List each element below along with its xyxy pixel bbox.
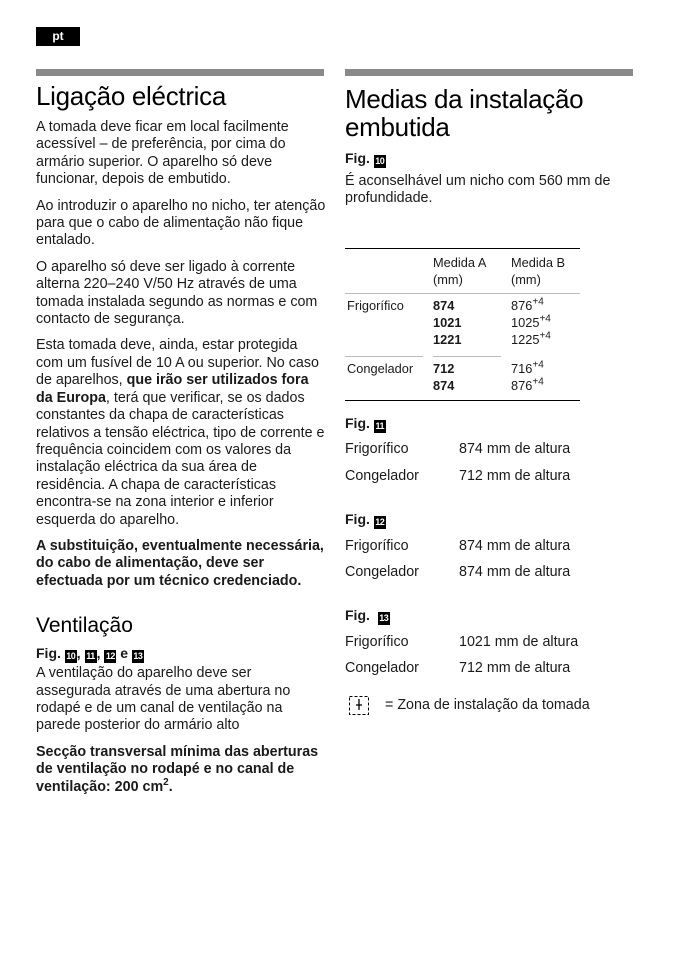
dimension-table (345, 248, 580, 401)
table-divider (345, 293, 580, 294)
fig-number-icon: 13 (379, 613, 389, 623)
fig-sep: e (120, 645, 129, 662)
fig-prefix: Fig. (345, 150, 370, 166)
fig-11-ref (345, 415, 386, 433)
col-a-unit: (mm) (433, 272, 463, 287)
col-a-label: Medida A (433, 255, 487, 270)
row-divider-2 (433, 356, 501, 357)
fig-number-icon: 10 (375, 156, 385, 166)
socket-zone-icon (348, 695, 372, 717)
tolerance: +4 (532, 359, 544, 371)
fig-11-fridge-label: Frigorífico (345, 441, 409, 457)
col-b-label: Medida B (511, 255, 566, 270)
fig-13-freezer-label: Congelador (345, 660, 419, 676)
row-divider-1 (345, 356, 423, 357)
row-congelador-label: Congelador (347, 361, 414, 376)
ventilation-fig-ref (36, 645, 326, 663)
col-b-unit: (mm) (511, 272, 541, 287)
electrical-paragraph-1: A tomada deve ficar em local facilmente acessível – de preferência, por cima do armário superior. O aparelho só deve funcionar, depois de embutido. (36, 119, 289, 188)
row-frigorifico-label: Frigorífico (347, 298, 404, 313)
fig-10-ref (345, 150, 635, 168)
niche-text: É aconselhável um nicho com 560 mm de profundidade. (345, 173, 611, 207)
cell-value: 876 (511, 298, 533, 313)
installation-title (345, 85, 635, 141)
section-note-sup: 2 (163, 776, 169, 788)
fig-number-icon: 10 (66, 651, 76, 662)
row-congelador-a (433, 360, 454, 394)
fig-prefix: Fig. (345, 607, 370, 623)
tolerance: +4 (532, 376, 544, 388)
fig-11-freezer-value: 712 mm de altura (459, 468, 571, 484)
fig-number-icon: 13 (133, 651, 143, 662)
installation-title-line2: embutida (345, 112, 450, 142)
fig-prefix: Fig. (345, 415, 370, 431)
cell-value: 716 (511, 361, 533, 376)
fig-prefix: Fig. (36, 645, 61, 662)
fig-12-ref (345, 511, 386, 529)
section-rule-left (36, 69, 324, 76)
electrical-paragraph-3: O aparelho só deve ser ligado à corrente alterna 220–240 V/50 Hz através de uma tomada instalada segundo as normas e com contacto de segurança. (36, 258, 318, 328)
fig-number-icon: 12 (105, 651, 115, 662)
section-rule-right (345, 69, 633, 76)
electrical-section (36, 82, 326, 796)
tolerance: +4 (539, 330, 551, 342)
fig-12-fridge-label: Frigorífico (345, 538, 409, 554)
p4-text-b: , terá que verificar, se os dados constantes da chapa de características relativos a tensão eléctrica, tipo de corrente e frequência coincidem com os valores da instalação eléctrica da sua área de residência. A chapa de características encontra-se na zona interior e inferior esquerda do aparelho. (36, 389, 325, 528)
cell-value: 1225 (511, 332, 540, 347)
cell-value: 876 (511, 378, 533, 393)
electrical-paragraph-2: Ao introduzir o aparelho no nicho, ter atenção para que o cabo de alimentação não fique entalado. (36, 197, 326, 249)
cell-value: 1021 (433, 315, 462, 330)
fig-12-freezer-label: Congelador (345, 564, 419, 580)
electrical-title: Ligação eléctrica (36, 81, 227, 111)
col-a-header (433, 254, 486, 288)
cell-value: 712 (433, 361, 455, 376)
fig-12-fridge-value: 874 mm de altura (459, 538, 571, 554)
fig-number-icon: 11 (375, 421, 385, 431)
fig-prefix: Fig. (345, 511, 370, 527)
p4-text-a: Esta tomada deve, ainda, estar protegida com um fusível de 10 A ou superior. No caso de aparelhos, (36, 337, 319, 389)
ventilation-paragraph: A ventilação do aparelho deve ser assegurada através de uma abertura no rodapé e de um canal de ventilação na parede posterior do armário alto (36, 665, 291, 734)
cell-value: 874 (433, 298, 455, 313)
language-tag: pt (36, 27, 80, 46)
row-frigorifico-a (433, 297, 461, 348)
fig-sep: , (76, 645, 81, 662)
installation-title-line1: Medias da instalação (345, 84, 584, 114)
electrical-paragraph-4 (36, 337, 326, 528)
cell-value: 1221 (433, 332, 462, 347)
installation-section (345, 85, 635, 208)
cell-value: 1025 (511, 315, 540, 330)
ventilation-section-note (36, 744, 326, 796)
ventilation-title: Ventilação (36, 614, 133, 638)
fig-sep: , (96, 645, 101, 662)
socket-zone-legend: = Zona de instalação da tomada (385, 697, 590, 713)
section-note-end: . (168, 778, 173, 795)
fig-11-fridge-value: 874 mm de altura (459, 441, 571, 457)
fig-13-ref (345, 607, 390, 625)
tolerance: +4 (539, 313, 551, 325)
section-note-text: Secção transversal mínima das aberturas de ventilação no rodapé e no canal de ventilação: 200 cm (36, 743, 319, 795)
col-b-header (511, 254, 565, 288)
row-frigorifico-b (511, 297, 551, 348)
fig-13-fridge-value: 1021 mm de altura (459, 634, 579, 650)
fig-13-freezer-value: 712 mm de altura (459, 660, 571, 676)
electrical-warning: A substituição, eventualmente necessária, do cabo de alimentação, deve ser efectuada por um técnico credenciado. (36, 537, 324, 589)
cell-value: 874 (433, 378, 455, 393)
tolerance: +4 (532, 296, 544, 308)
p4-text-bold: que irão ser utilizados fora da Europa (36, 372, 309, 406)
fig-12-freezer-value: 874 mm de altura (459, 564, 571, 580)
row-congelador-b (511, 360, 544, 394)
fig-number-icon: 12 (375, 517, 385, 527)
fig-13-fridge-label: Frigorífico (345, 634, 409, 650)
fig-number-icon: 11 (86, 651, 95, 662)
fig-11-freezer-label: Congelador (345, 468, 419, 484)
